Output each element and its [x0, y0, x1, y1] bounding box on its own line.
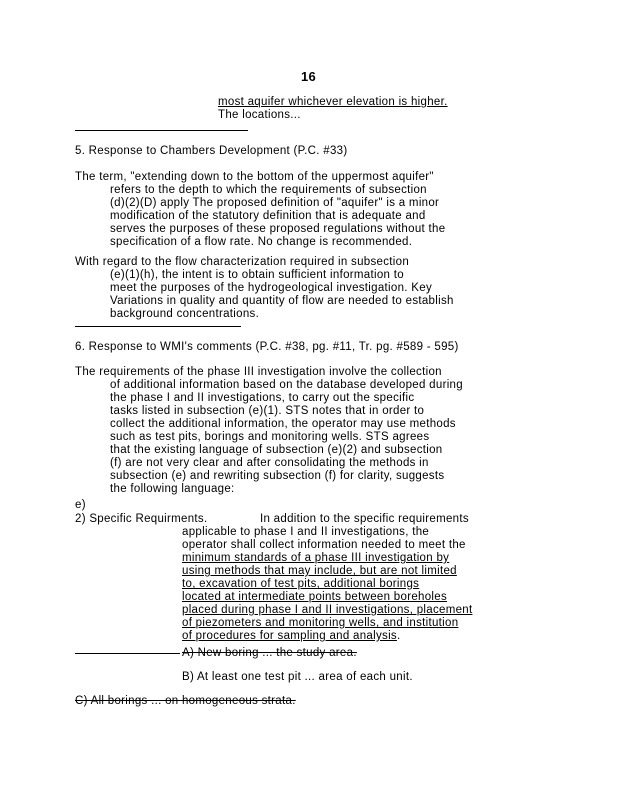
item-2-last-line: [182, 630, 400, 643]
section-5-para-2-line: background concentrations.: [110, 308, 260, 320]
item-2-line: operator shall collect information needed to meet the: [182, 539, 466, 551]
section-5-para-1-line: specification of a flow rate. No change is recommended.: [110, 236, 413, 248]
section-5-para-2-line: Variations in quality and quantity of flow are needed to establish: [110, 295, 454, 307]
section-6-heading: 6. Response to WMI's comments (P.C. #38, pg. #11, Tr. pg. #589 - 595): [75, 341, 459, 353]
item-2-period: .: [396, 630, 401, 642]
section-6-para-line: the phase I and II investigations, to carry out the specific: [110, 392, 415, 404]
section-6-para-line: (f) are not very clear and after consolidating the methods in: [110, 457, 429, 469]
deletion-rule: [75, 653, 180, 654]
item-2-line: In addition to the specific requirements: [260, 513, 469, 525]
item-2-underlined-line: located at intermediate points between boreholes: [182, 591, 448, 603]
section-5-para-1-line: (d)(2)(D) apply The proposed definition of "aquifer" is a minor: [110, 197, 440, 209]
section-6-para-line: collect the additional information, the operator may use methods: [110, 418, 456, 430]
item-2-underlined-line: of procedures for sampling and analysis: [182, 630, 397, 642]
item-b: B) At least one test pit ... area of each unit.: [182, 671, 413, 683]
section-5-para-1-line: The term, "extending down to the bottom of the uppermost aquifer": [75, 171, 434, 183]
struck-item-a: A) New boring ... the study area.: [182, 647, 357, 659]
section-6-para-line: The requirements of the phase III investigation involve the collection: [75, 366, 442, 378]
section-divider: [75, 326, 241, 327]
section-6-para-line: tasks listed in subsection (e)(1). STS notes that in order to: [110, 405, 425, 417]
section-5-para-1-line: modification of the statutory definition that is adequate and: [110, 210, 426, 222]
intro-line-1: most aquifer whichever elevation is higher.: [218, 96, 448, 108]
item-2-label: 2) Specific Requirments.: [75, 513, 208, 525]
section-5-para-1-line: serves the purposes of these proposed regulations without the: [110, 223, 446, 235]
item-2-underlined-line: to, excavation of test pits, additional borings: [182, 578, 420, 590]
section-6-para-line: the following language:: [110, 483, 235, 495]
section-6-para-line: of additional information based on the database developed during: [110, 379, 463, 391]
item-2-underlined-line: of piezometers and monitoring wells, and institution: [182, 617, 459, 629]
section-6-para-line: that the existing language of subsection (e)(2) and subsection: [110, 444, 443, 456]
section-6-para-line: such as test pits, borings and monitoring wells. STS agrees: [110, 431, 430, 443]
section-5-para-2-line: With regard to the flow characterization required in subsection: [75, 256, 410, 268]
struck-item-c: C) All borings ... on homogeneous strata.: [75, 695, 296, 707]
item-2-underlined-line: placed during phase I and II investigations, placement: [182, 604, 473, 616]
subsection-e-label: e): [75, 499, 86, 511]
section-5-para-2-line: meet the purposes of the hydrogeological investigation. Key: [110, 282, 433, 294]
section-5-heading: 5. Response to Chambers Development (P.C. #33): [75, 145, 348, 157]
item-2-line: applicable to phase I and II investigations, the: [182, 526, 430, 538]
intro-line-2: The locations...: [218, 109, 301, 121]
section-5-para-1-line: refers to the depth to which the requirements of subsection: [110, 184, 427, 196]
section-5-para-2-line: (e)(1)(h), the intent is to obtain sufficient information to: [110, 269, 404, 281]
item-2-underlined-line: minimum standards of a phase III investigation by: [182, 552, 450, 564]
page-number: 16: [301, 69, 317, 84]
item-2-underlined-line: using methods that may include, but are not limited: [182, 565, 457, 577]
section-6-para-line: subsection (e) and rewriting subsection (f) for clarity, suggests: [110, 470, 445, 482]
section-divider: [75, 130, 248, 131]
